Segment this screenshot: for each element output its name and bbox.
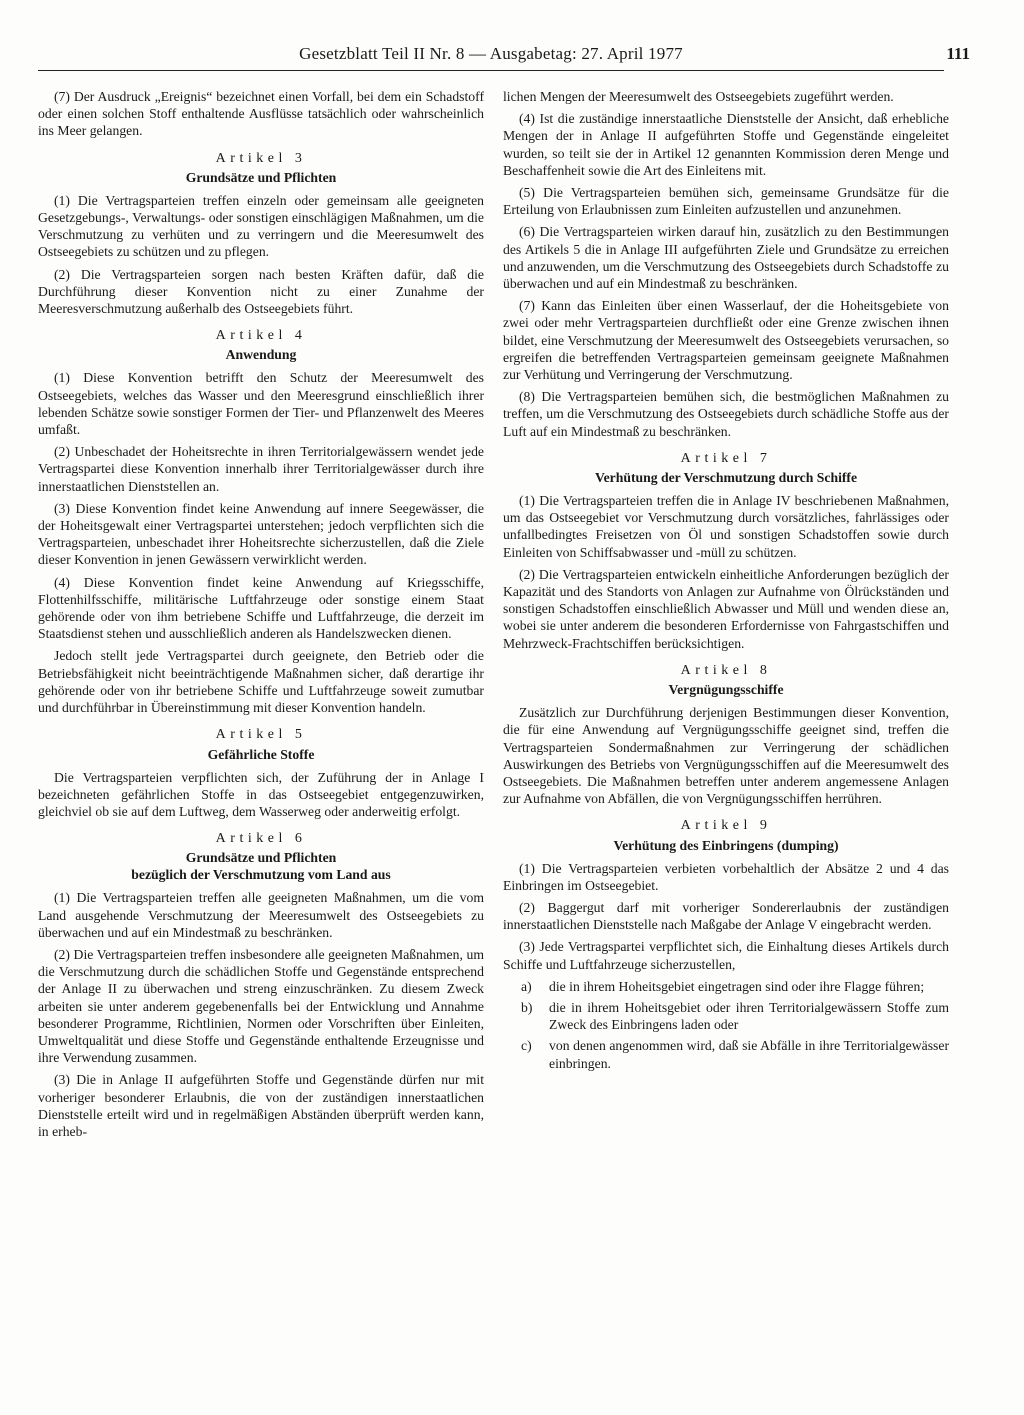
paragraph: (1) Die Vertragsparteien verbieten vorbehaltlich der Absätze 2 und 4 das Einbringen im Ostseegebiet. xyxy=(503,860,949,893)
list-marker: a) xyxy=(521,978,532,994)
right-column xyxy=(503,88,949,1076)
article-heading: Artikel 5 xyxy=(215,727,307,743)
article-title xyxy=(38,849,484,883)
list-item xyxy=(503,1037,949,1071)
paragraph: (1) Die Vertragsparteien treffen die in Anlage IV beschriebenen Maßnahmen, um das Ostseegebiet vor Verschmutzung durch vorsätzliches, fahrlässiges oder unfallbedingtes Freisetzen von Öl und sonstigen Schadstoffen sowie durch Einleiten von Schiffsabwasser und -müll zu schützen. xyxy=(503,493,949,560)
paragraph: (2) Die Vertragsparteien treffen insbesondere alle geeigneten Maßnahmen, um die Verschmutzung durch die schädlichen Stoffe und Gegenstände entsprechend der Anlage II zu überwachen und streng einzuschränken. Zu diesem Zweck arbeiten sie unter anderem gegebenenfalls bei der Entwicklung und Annahme besonderer Programme, Richtlinien, Normen oder Vorschriften über Einleiten, Umweltqualität und diese Stoffe und Gegenstände enthaltende Erzeugnisse und ihre Verwendung zusammen. xyxy=(38,946,484,1066)
paragraph: (1) Die Vertragsparteien treffen alle geeigneten Maßnahmen, um die vom Land ausgehende Verschmutzung der Meeresumwelt des Ostseegebiets zu überwachen und auf ein Mindestmaß zu beschränken. xyxy=(38,890,484,940)
article-title: Verhütung der Verschmutzung durch Schiffe xyxy=(594,470,858,486)
list-item xyxy=(503,978,949,995)
list-marker: b) xyxy=(521,999,533,1015)
paragraph: (2) Die Vertragsparteien sorgen nach besten Kräften dafür, daß die Durchführung dieser Konvention nicht zu einer Zunahme der Meeresverschmutzung außerhalb des Ostseegebiets führt. xyxy=(38,266,484,317)
paragraph: (7) Kann das Einleiten über einen Wasserlauf, der die Hoheitsgebiete von zwei oder mehr Vertragsparteien durchfließt oder eine Grenze zwischen ihnen bildet, eine Verschmutzung der Meeresumwelt des Ostseegebiets verursachen, so ergreifen die betreffenden Vertragsparteien gemeinsam geeignete Maßnahmen zur Verhütung und Verringerung der Verschmutzung. xyxy=(503,298,949,383)
paragraph: (4) Diese Konvention findet keine Anwendung auf Kriegsschiffe, Flottenhilfsschiffe, militärische Luftfahrzeuge oder sonstige einem Staat gehörende oder von ihm betriebene Schiffe und Luftfahrzeuge, die derzeit im Staatsdienst stehen und ausschließlich anderen als Handelszwecken dienen. xyxy=(38,574,484,642)
article-title: Gefährliche Stoffe xyxy=(207,746,315,762)
paragraph: (5) Die Vertragsparteien bemühen sich, gemeinsame Grundsätze für die Erteilung von Erlaubnissen zum Einleiten aufzustellen und anzunehmen. xyxy=(503,185,949,218)
paragraph: Zusätzlich zur Durchführung derjenigen Bestimmungen dieser Konvention, die für eine Anwendung auf Vergnügungsschiffe geeignet sind, treffen die Vertragsparteien Sondermaßnahmen zur Verringerung der schädlichen Auswirkungen des Betriebs von Vergnügungsschiffen auf die Meeresumwelt des Ostseegebiets. Die Maßnahmen betreffen unter anderem angemessene Anlagen zur Aufnahme von Abfällen, die von Vergnügungsschiffen herrühren. xyxy=(503,705,949,807)
article-heading: Artikel 7 xyxy=(680,450,772,466)
article-title: Anwendung xyxy=(225,347,297,363)
paragraph: (3) Jede Vertragspartei verpflichtet sich, die Einhaltung dieses Artikels durch Schiffe und Luftfahrzeuge sicherzustellen, xyxy=(503,939,949,972)
article-title-line: bezüglich der Verschmutzung vom Land aus xyxy=(131,867,391,883)
article-heading: Artikel 9 xyxy=(680,818,772,834)
left-column xyxy=(38,88,484,1145)
article-heading: Artikel 6 xyxy=(215,831,307,847)
article-heading: Artikel 4 xyxy=(215,328,307,344)
article-title-line: Grundsätze und Pflichten xyxy=(185,850,337,866)
paragraph: (7) Der Ausdruck „Ereignis“ bezeichnet einen Vorfall, bei dem ein Schadstoff oder einen solchen Stoff enthaltende Ausflüsse tatsächlich oder wahrscheinlich ins Meer gelangen. xyxy=(38,89,484,139)
paragraph: (3) Diese Konvention findet keine Anwendung auf innere Seegewässer, die der Hoheitsgewalt einer Vertragspartei unterstehen; jedoch verpflichten sich die Vertragsparteien, unbeschadet ihrer Hoheitsrechte sicherzustellen, daß die Ziele dieser Konvention in jenen Gewässern verwirklicht werden. xyxy=(38,500,484,568)
list-item-text: von denen angenommen wird, daß sie Abfälle in ihre Territorialgewässer einbringen. xyxy=(549,1038,949,1071)
paragraph: (2) Baggergut darf mit vorheriger Sondererlaubnis der zuständigen innerstaatlichen Dienststelle nach Maßgabe der Anlage V eingebracht werden. xyxy=(503,899,949,933)
list-item-text: die in ihrem Hoheitsgebiet oder ihren Territorialgewässern Stoffe zum Zweck des Einbringens laden oder xyxy=(549,999,949,1033)
paragraph: (4) Ist die zuständige innerstaatliche Dienststelle der Ansicht, daß erhebliche Mengen der in Anlage II aufgeführten Stoffe und Gegenstände eingeleitet wurden, so teilt sie der in Artikel 12 genannten Kommission deren Menge und Beschaffenheit sowie die Art des Einleitens mit. xyxy=(503,111,949,178)
article-title: Grundsätze und Pflichten xyxy=(185,169,337,185)
running-title: Gesetzblatt Teil II Nr. 8 — Ausgabetag: 27. April 1977 xyxy=(299,44,683,63)
list-item xyxy=(503,999,949,1033)
list-item-text: die in ihrem Hoheitsgebiet eingetragen sind oder ihre Flagge führen; xyxy=(549,978,925,994)
article-title: Verhütung des Einbringens (dumping) xyxy=(613,837,839,853)
enumerated-list xyxy=(503,978,949,1072)
paragraph: (1) Diese Konvention betrifft den Schutz der Meeresumwelt des Ostseegebiets, welches das Wasser und den Meeresgrund einschließlich ihrer lebenden Schätze sowie sonstiger Formen der Tier- und Pflanzenwelt des Meeres umfaßt. xyxy=(38,370,484,438)
paragraph-continuation: lichen Mengen der Meeresumwelt des Ostseegebiets zugeführt werden. xyxy=(503,89,894,104)
paragraph: (2) Unbeschadet der Hoheitsrechte in ihren Territorialgewässern wendet jede Vertragspartei diese Konvention innerhalb ihrer Territorialgewässer durch ihre innerstaatlichen Dienststellen an. xyxy=(38,444,484,494)
paragraph: Die Vertragsparteien verpflichten sich, der Zuführung der in Anlage I bezeichneten gefährlichen Stoffe in das Ostseegebiet entgegenzuwirken, gleichviel ob sie auf dem Luftweg, dem Wasserweg oder anderweitig erfolgt. xyxy=(38,769,484,819)
page-header xyxy=(38,44,970,71)
paragraph: (8) Die Vertragsparteien bemühen sich, die bestmöglichen Maßnahmen zu treffen, um die Verschmutzung des Ostseegebiets durch schädliche Stoffe aus der Luft auf ein Mindestmaß zu beschränken. xyxy=(503,389,949,439)
paragraph: (3) Die in Anlage II aufgeführten Stoffe und Gegenstände dürfen nur mit vorheriger besonderer Erlaubnis, die von der zuständigen innerstaatlichen Dienststelle erteilt wird und in regelmäßigen Abständen überprüft werden kann, in erheb- xyxy=(38,1072,484,1139)
page-number: 111 xyxy=(946,44,970,63)
article-heading: Artikel 8 xyxy=(680,662,772,678)
list-marker: c) xyxy=(521,1038,532,1054)
paragraph: Jedoch stellt jede Vertragspartei durch geeignete, den Betrieb oder die Betriebsfähigkeit nicht beeinträchtigende Maßnahmen sicher, daß derartige ihr gehörende oder von ihr betriebene Schiffe und Luftfahrzeuge soweit zumutbar und durchführbar in Übereinstimmung mit dieser Konvention handeln. xyxy=(38,648,484,716)
paragraph: (6) Die Vertragsparteien wirken darauf hin, zusätzlich zu den Bestimmungen des Artikels 5 die in Anlage III aufgeführten Ziele und Grundsätze zu erreichen und anzuwenden, um die Verschmutzung des Ostseegebiets durch Schadstoffe zu überwachen und auf ein Mindestmaß zu beschränken. xyxy=(503,224,949,292)
article-title: Vergnügungsschiffe xyxy=(668,682,784,698)
article-heading: Artikel 3 xyxy=(215,150,307,166)
paragraph: (2) Die Vertragsparteien entwickeln einheitliche Anforderungen bezüglich der Kapazität und des Standorts von Anlagen zur Aufnahme von Ölrückständen und sonstigen Schadstoffen einschließlich Abwasser und Müll und wenden diese an, wobei sie unter anderem die besonderen Erfordernisse von Fahrgastschiffen und Mehrzweck-Frachtschiffen berücksichtigen. xyxy=(503,566,949,651)
paragraph: (1) Die Vertragsparteien treffen einzeln oder gemeinsam alle geeigneten Gesetzgebungs-, Verwaltungs- oder sonstigen einschlägigen Maßnahmen, um die Verschmutzung zu verhüten und zu verringern und die Meeresumwelt des Ostseegebiets zu schützen und zu pflegen. xyxy=(38,192,484,260)
